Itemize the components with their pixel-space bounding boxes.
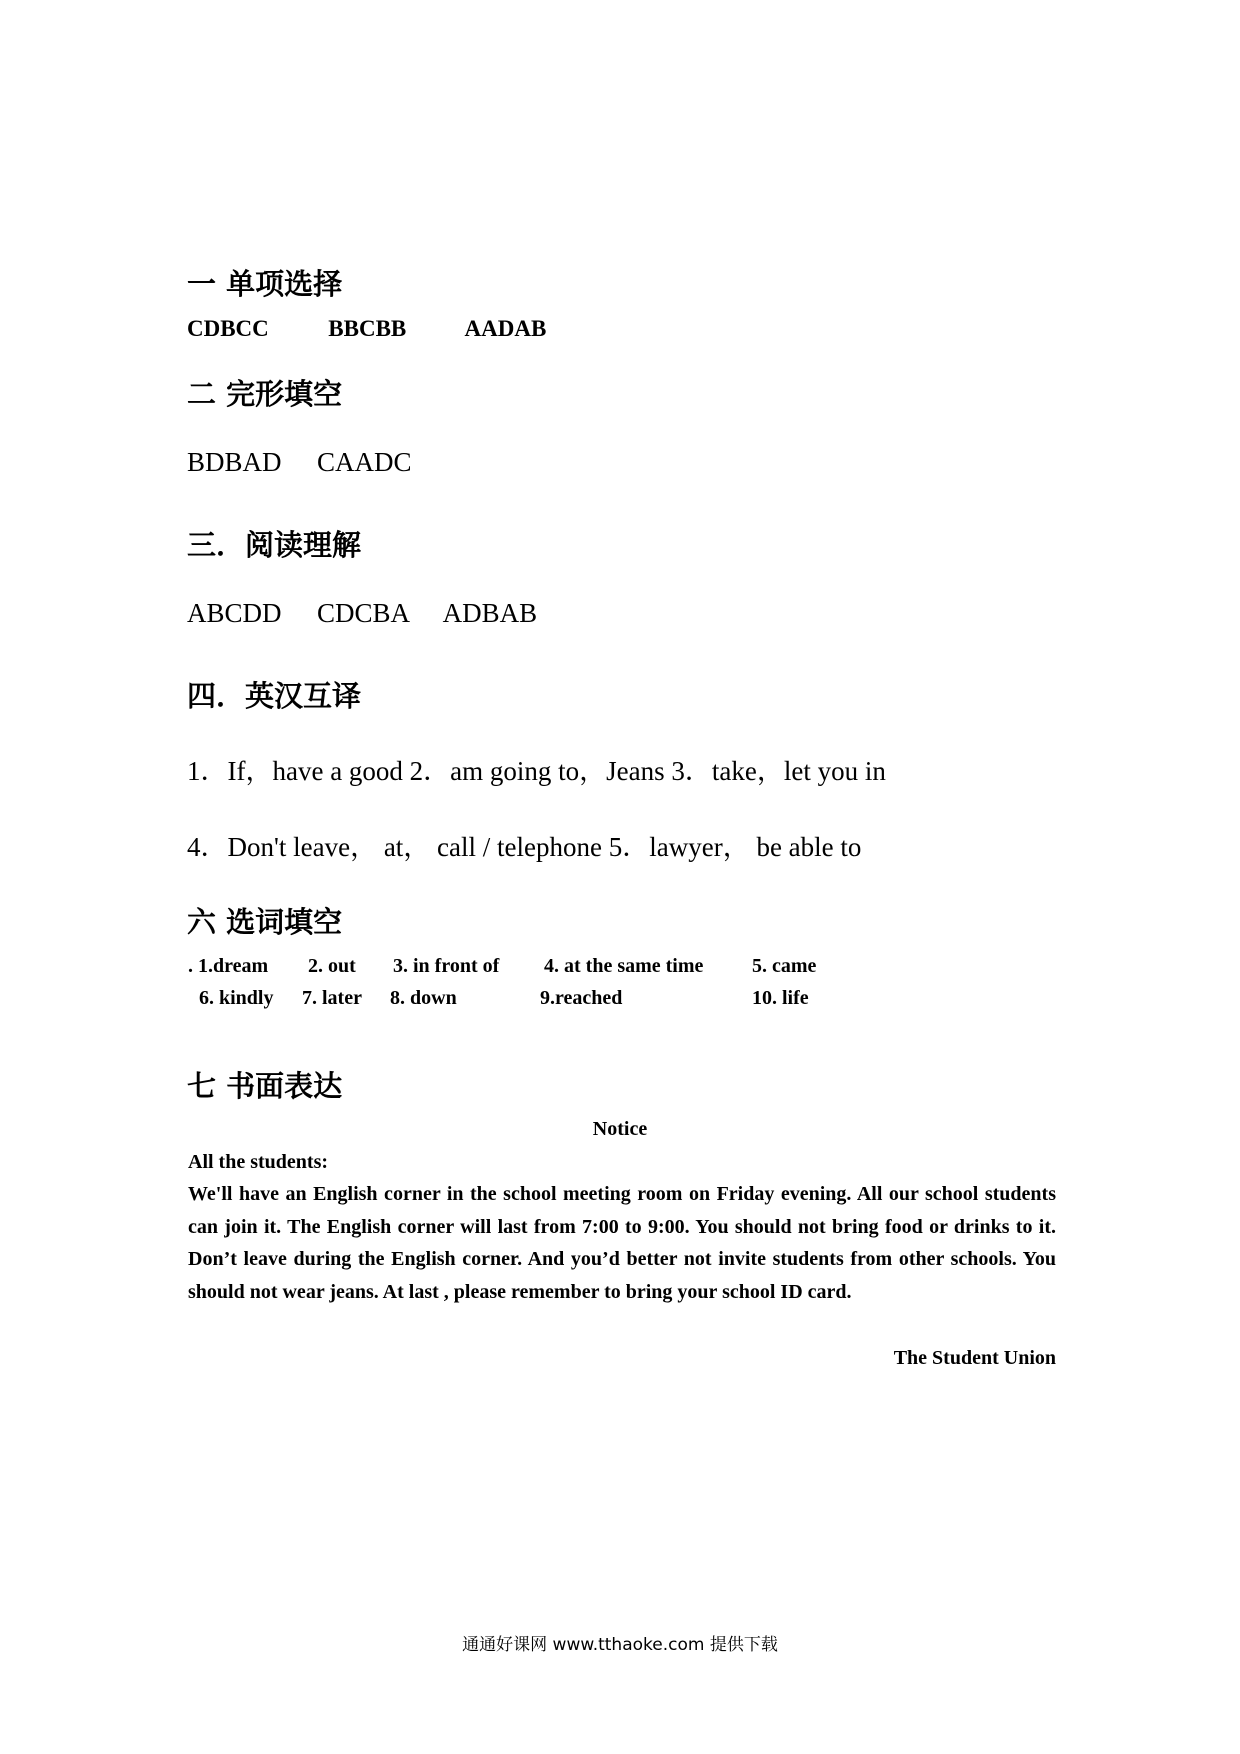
section-7-title: 七 书面表达: [187, 1069, 343, 1103]
answer-group: BDBAD: [187, 447, 282, 477]
section-6-item: 7. later: [302, 987, 362, 1009]
section-6-item: . 1.dream: [188, 955, 269, 977]
answer-group: ABCDD: [187, 598, 282, 628]
section-4-title: 四．英汉互译: [187, 679, 362, 713]
notice-body: We'll have an English corner in the school meeting room on Friday evening. All our school students can join it. The English corner will last from 7:00 to 9:00. You should not bring food or drinks to it. Don’t leave during the English corner. And you’d better not invite students from other schools. You should not wear jeans. At last , please remember to bring your school ID card.: [188, 1183, 1056, 1303]
page-footer: 通通好课网 www.tthaoke.com 提供下载: [462, 1635, 778, 1655]
answer-group: CAADC: [317, 447, 412, 477]
notice-signature: The Student Union: [893, 1347, 1056, 1369]
section-6-item: 2. out: [308, 955, 356, 977]
answer-group: CDBCC: [187, 316, 269, 341]
section-2-title: 二 完形填空: [187, 377, 343, 411]
section-2-answers: [187, 447, 412, 478]
notice-greeting: All the students:: [188, 1151, 329, 1173]
section-4-line-2: 4．Don't leave， at， call / telephone 5．lawyer， be able to: [187, 832, 862, 862]
answer-group: CDCBA: [317, 598, 409, 628]
answer-group: BBCBB: [328, 316, 407, 341]
section-6-item: 3. in front of: [393, 955, 500, 977]
section-6-item: 9.reached: [540, 987, 623, 1009]
section-6-item: 6. kindly: [199, 987, 274, 1009]
notice-title: Notice: [592, 1118, 648, 1140]
section-4-line-1: 1．If，have a good 2．am going to，Jeans 3．take，let you in: [187, 756, 886, 786]
section-6-item: 10. life: [752, 987, 809, 1009]
section-6-item: 5. came: [752, 955, 817, 977]
section-1-answers: [187, 316, 546, 342]
section-6-item: 8. down: [390, 987, 457, 1009]
section-3-title: 三．阅读理解: [187, 528, 362, 562]
section-1-title: 一 单项选择: [187, 267, 343, 301]
answer-group: AADAB: [464, 316, 547, 341]
section-3-answers: [187, 598, 537, 629]
answer-group: ADBAB: [442, 598, 538, 628]
section-6-title: 六 选词填空: [187, 905, 343, 939]
section-6-item: 4. at the same time: [544, 955, 704, 977]
